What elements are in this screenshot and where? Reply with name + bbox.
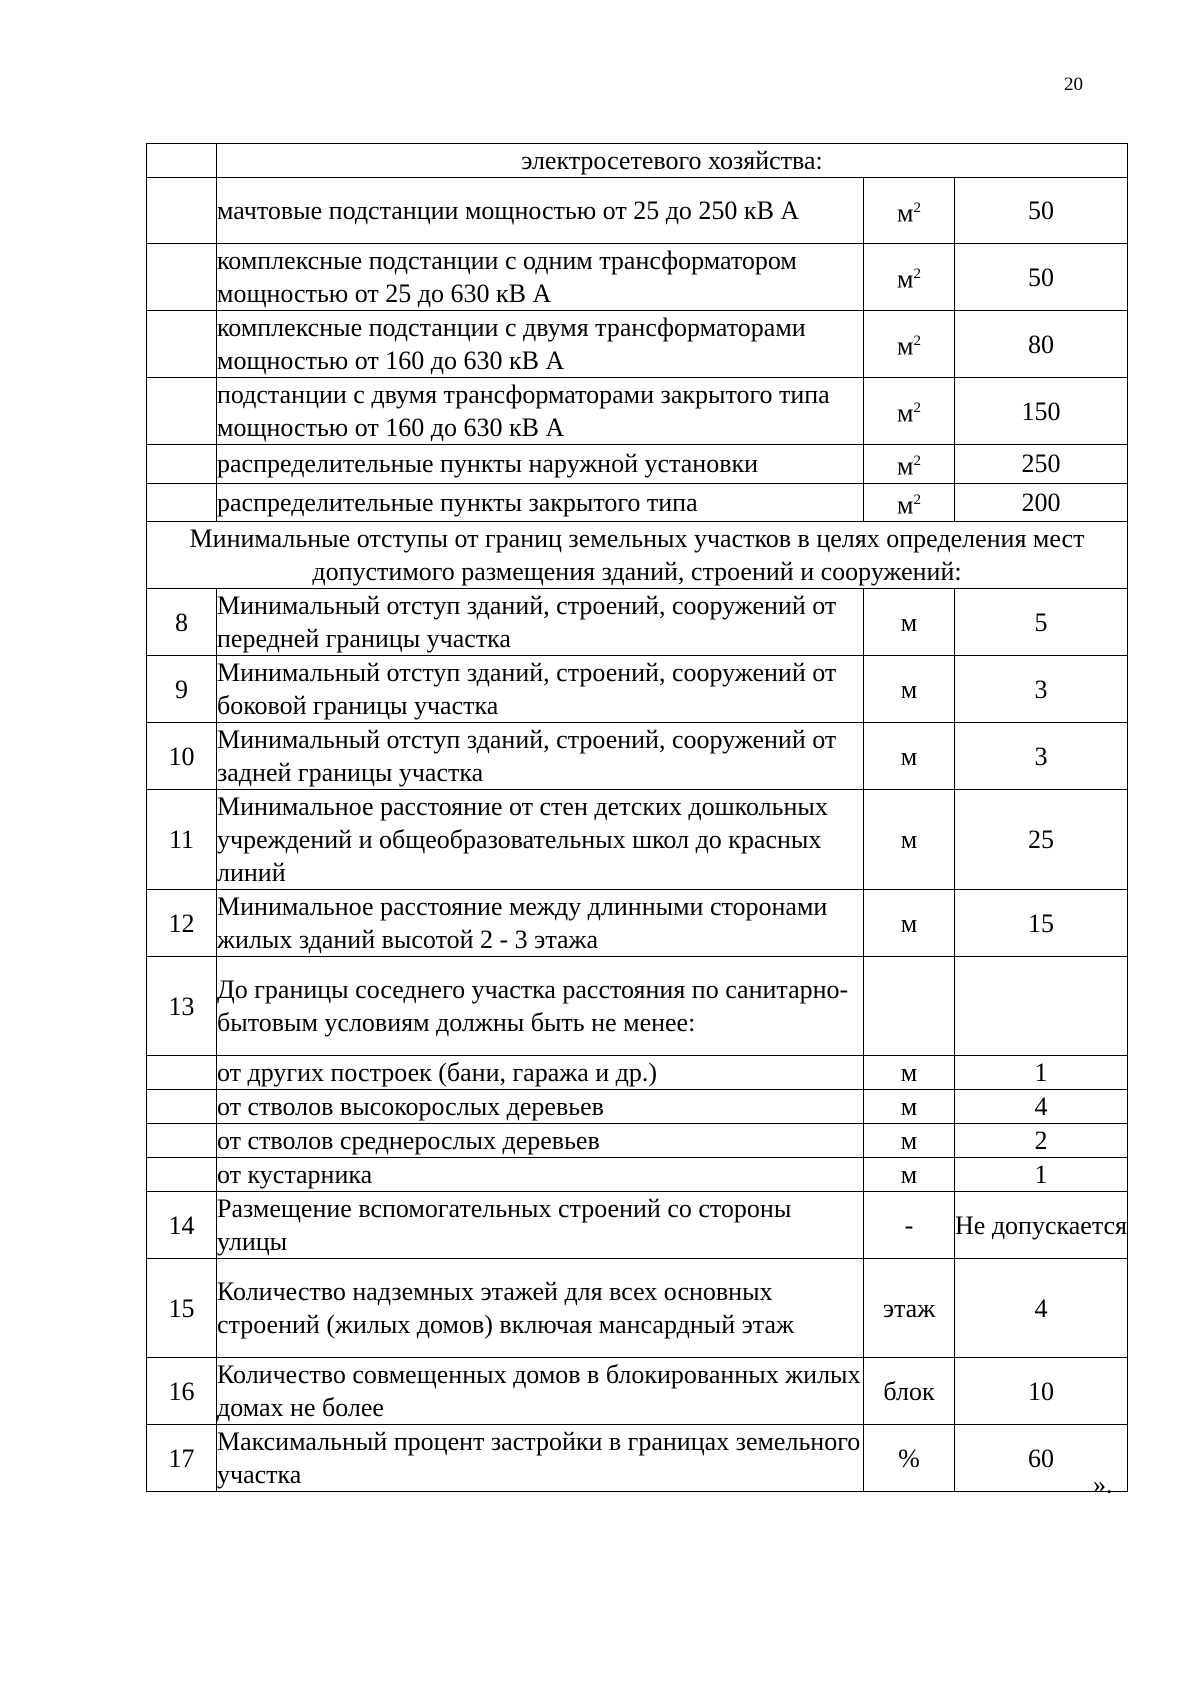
row-number: 8 [147,589,217,656]
row-number: 15 [147,1259,217,1358]
num-cell [147,378,217,445]
row-text: комплексные подстанции с одним трансформатором мощностью от 25 до 630 кВ А [217,244,864,311]
table-row [147,1124,1128,1158]
unit-cell: $м^2$ [864,178,955,244]
unit-cell: м [864,656,955,723]
num-cell [147,178,217,244]
unit-cell [864,957,955,1056]
row-number: 9 [147,656,217,723]
unit-cell: % [864,1425,955,1492]
num-cell [147,1124,217,1158]
unit-cell: $м^2$ [864,311,955,378]
num-cell [147,244,217,311]
regulations-table [146,143,1128,1492]
unit-cell: этаж [864,1259,955,1358]
value-cell: 250 [955,445,1128,484]
table-row [147,1090,1128,1124]
unit-cell: м [864,890,955,957]
value-cell: 1 [955,1158,1128,1192]
row-text: Количество надземных этажей для всех основных строений (жилых домов) включая мансардный этаж [217,1259,864,1358]
row-text: Размещение вспомогательных строений со стороны улицы [217,1192,864,1259]
row-number: 16 [147,1358,217,1425]
num-cell [147,1056,217,1090]
table-row [147,589,1128,656]
unit-cell: м [864,1124,955,1158]
table-row [147,144,1128,178]
row-text: Минимальное расстояние между длинными сторонами жилых зданий высотой 2 - 3 этажа [217,890,864,957]
unit-cell: м [864,1158,955,1192]
row-text: комплексные подстанции с двумя трансформаторами мощностью от 160 до 630 кВ А [217,311,864,378]
table-row [147,483,1128,522]
value-cell: 50 [955,178,1128,244]
row-text: распределительные пункты наружной установки [217,445,864,484]
table-row [147,656,1128,723]
row-text: Минимальный отступ зданий, строений, сооружений от боковой границы участка [217,656,864,723]
closing-mark: ». [1093,1470,1113,1499]
row-text: Минимальное расстояние от стен детских дошкольных учреждений и общеобразовательных школ до красных линий [217,790,864,890]
value-cell: 1 [955,1056,1128,1090]
table-row [147,1056,1128,1090]
table-row [147,1192,1128,1259]
num-cell [147,144,217,178]
table-row [147,1259,1128,1358]
row-number: 17 [147,1425,217,1492]
row-text: мачтовые подстанции мощностью от 25 до 250 кВ А [217,178,864,244]
row-text: Количество совмещенных домов в блокированных жилых домах не более [217,1358,864,1425]
value-cell: 5 [955,589,1128,656]
row-text: Максимальный процент застройки в границах земельного участка [217,1425,864,1492]
value-cell [955,957,1128,1056]
table-row [147,311,1128,378]
table-row [147,790,1128,890]
value-cell: 80 [955,311,1128,378]
value-cell: 3 [955,723,1128,790]
row-number: 11 [147,790,217,890]
row-number: 13 [147,957,217,1056]
unit-cell: м [864,1056,955,1090]
row-text: подстанции с двумя трансформаторами закрытого типа мощностью от 160 до 630 кВ А [217,378,864,445]
value-cell: 15 [955,890,1128,957]
value-cell: 60 [955,1425,1128,1492]
num-cell [147,483,217,522]
table-row [147,1358,1128,1425]
unit-cell: $м^2$ [864,483,955,522]
num-cell [147,1158,217,1192]
row-text: Минимальный отступ зданий, строений, сооружений от передней границы участка [217,589,864,656]
row-text: от стволов среднерослых деревьев [217,1124,864,1158]
row-number: 14 [147,1192,217,1259]
unit-cell: $м^2$ [864,445,955,484]
table-row [147,890,1128,957]
value-cell: 10 [955,1358,1128,1425]
num-cell [147,1090,217,1124]
unit-cell: блок [864,1358,955,1425]
unit-cell: м [864,1090,955,1124]
row-number: 10 [147,723,217,790]
table-row [147,723,1128,790]
num-cell [147,445,217,484]
table-row [147,178,1128,244]
unit-cell: - [864,1192,955,1259]
section-header: электросетевого хозяйства: [217,144,1128,178]
table-row [147,1158,1128,1192]
value-cell: 200 [955,483,1128,522]
unit-cell: м [864,790,955,890]
row-text: распределительные пункты закрытого типа [217,483,864,522]
value-cell: Не допускается [955,1192,1128,1259]
unit-cell: $м^2$ [864,244,955,311]
value-cell: 2 [955,1124,1128,1158]
value-cell: 4 [955,1090,1128,1124]
setbacks-header: Минимальные отступы от границ земельных участков в целях определения мест допустимого размещения зданий, строений и сооружений: [147,522,1128,589]
row-text: Минимальный отступ зданий, строений, сооружений от задней границы участка [217,723,864,790]
row-number: 12 [147,890,217,957]
value-cell: 3 [955,656,1128,723]
table-row [147,378,1128,445]
value-cell: 4 [955,1259,1128,1358]
row-text: от других построек (бани, гаража и др.) [217,1056,864,1090]
unit-cell: м [864,589,955,656]
table-row [147,1425,1128,1492]
row-text: До границы соседнего участка расстояния по санитарно-бытовым условиям должны быть не менее: [217,957,864,1056]
row-text: от стволов высокорослых деревьев [217,1090,864,1124]
value-cell: 25 [955,790,1128,890]
table-row [147,445,1128,484]
value-cell: 150 [955,378,1128,445]
table-row [147,244,1128,311]
unit-cell: м [864,723,955,790]
table-row [147,522,1128,589]
row-text: от кустарника [217,1158,864,1192]
num-cell [147,311,217,378]
table-row [147,957,1128,1056]
value-cell: 50 [955,244,1128,311]
page-number: 20 [1064,74,1083,95]
unit-cell: $м^2$ [864,378,955,445]
